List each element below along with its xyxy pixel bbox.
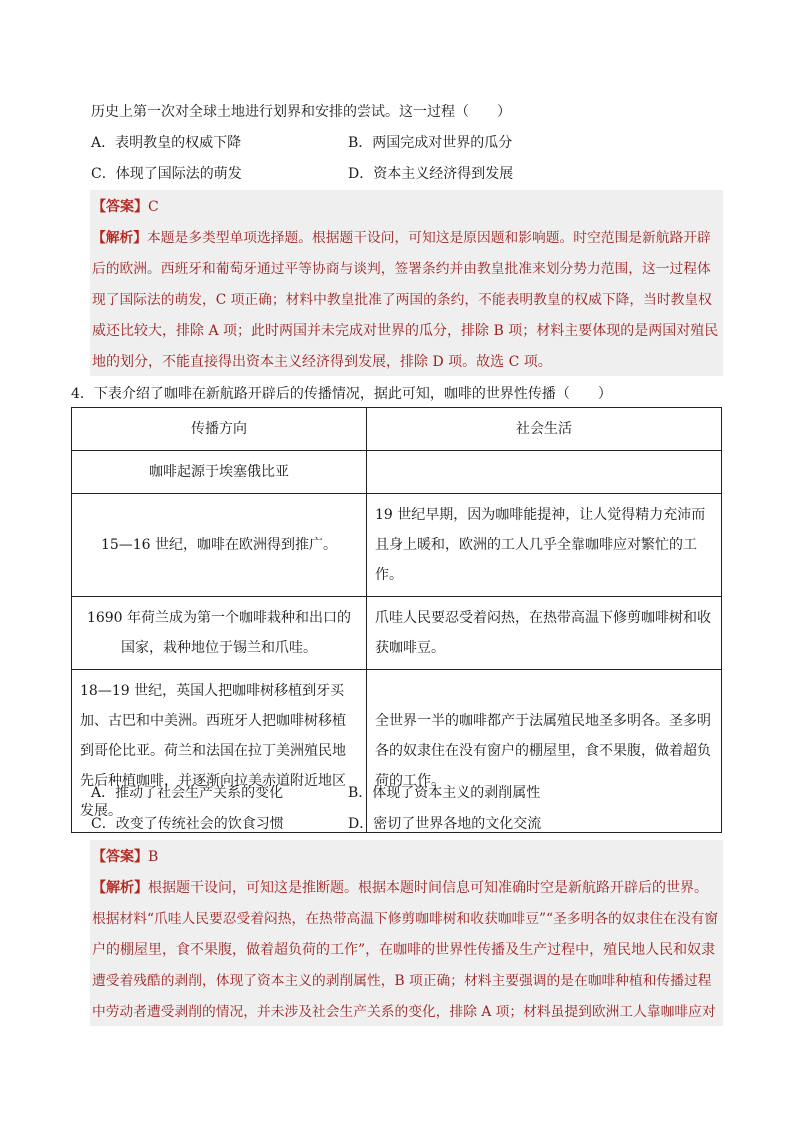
table-header-cell: 社会生活 (367, 408, 722, 451)
q4-analysis-line-4: 遭受着残酷的剥削，体现了资本主义的剥削属性，B 项正确；材料主要强调的是在咖啡种植和传播过程 (92, 973, 712, 989)
q3-analysis-line-3: 现了国际法的萌发，C 项正确；材料中教皇批准了两国的条约，不能表明教皇的权威下降，当时教皇权 (92, 292, 712, 308)
q3-option-a: A．表明教皇的权威下降 (91, 135, 242, 151)
table-cell: 18—19 世纪，英国人把咖啡树移植到牙买加、古巴和中美洲。西班牙人把咖啡树移植到哥伦比亚。荷兰和法国在拉丁美洲殖民地先后种植咖啡，并逐渐向拉美赤道附近地区发展。 (72, 670, 367, 833)
q4-answer-box (90, 840, 723, 1026)
q4-answer-line (92, 848, 158, 866)
q4-analysis-line-1 (92, 879, 708, 897)
q3-analysis-line-4: 威还比较大，排除 A 项；此时两国并未完成对世界的瓜分，排除 B 项；材料主要体现的是两国对殖民 (92, 323, 719, 339)
table-row (72, 451, 722, 494)
q4-option-b: B．体现了资本主义的剥削属性 (348, 785, 541, 801)
q4-analysis-line-5: 中劳动者遭受剥削的情况，并未涉及社会生产关系的变化，排除 A 项；材料虽提到欧洲工人靠咖啡应对 (92, 1004, 716, 1020)
q3-option-d: D．资本主义经济得到发展 (348, 166, 514, 182)
table-header-row (72, 408, 722, 451)
q3-answer-value: C (148, 199, 159, 215)
q4-answer-value: B (148, 849, 159, 865)
q3-answer-line (92, 198, 159, 216)
q4-stem: 4．下表介绍了咖啡在新航路开辟后的传播情况，据此可知，咖啡的世界性传播（ ） (71, 386, 612, 402)
q3-option-b: B．两国完成对世界的瓜分 (348, 135, 513, 151)
q4-option-d: D．密切了世界各地的文化交流 (348, 816, 542, 832)
q4-analysis-line-2: 根据材料“爪哇人民要忍受着闷热，在热带高温下修剪咖啡树和收获咖啡豆”“圣多明各的奴隶住在没有窗 (92, 911, 719, 927)
q4-option-c: C．改变了传统社会的饮食习惯 (91, 816, 284, 832)
q3-answer-box (90, 190, 723, 376)
table-row (72, 494, 722, 597)
table-header-cell: 传播方向 (72, 408, 367, 451)
q3-analysis-text: 本题是多类型单项选择题。根据题干设问，可知这是原因题和影响题。时空范围是新航路开辟 (147, 230, 711, 246)
q4-answer-tag: 【答案】 (92, 849, 148, 865)
table-cell: 咖啡起源于埃塞俄比亚 (72, 451, 367, 494)
table-cell: 全世界一半的咖啡都产于法属殖民地圣多明各。圣多明各的奴隶住在没有窗户的棚屋里，食不果腹，做着超负荷的工作。 (367, 670, 722, 833)
table-cell: 爪哇人民要忍受着闷热，在热带高温下修剪咖啡树和收获咖啡豆。 (367, 597, 722, 670)
table-cell: 1690 年荷兰成为第一个咖啡栽种和出口的国家，栽种地位于锡兰和爪哇。 (72, 597, 367, 670)
q3-analysis-line-5: 地的划分，不能直接得出资本主义经济得到发展，排除 D 项。故选 C 项。 (92, 354, 552, 370)
q3-stem-tail: 历史上第一次对全球土地进行划界和安排的尝试。这一过程（ ） (91, 104, 511, 120)
q3-answer-tag: 【答案】 (92, 199, 148, 215)
table-row (72, 597, 722, 670)
q4-option-a: A．推动了社会生产关系的变化 (91, 785, 284, 801)
q3-analysis-line-2: 后的欧洲。西班牙和葡萄牙通过平等协商与谈判，签署条约并由教皇批准来划分势力范围，这一过程体 (92, 261, 711, 277)
q3-analysis-line-1 (92, 229, 711, 247)
q4-analysis-tag: 【解析】 (92, 880, 148, 896)
table-cell: 19 世纪早期，因为咖啡能提神，让人觉得精力充沛而且身上暖和，欧洲的工人几乎全靠咖啡应对繁忙的工作。 (367, 494, 722, 597)
q4-analysis-line-3: 户的棚屋里，食不果腹，做着超负荷的工作”，在咖啡的世界性传播及生产过程中，殖民地人民和奴隶 (92, 942, 716, 958)
q3-analysis-tag: 【解析】 (92, 230, 148, 246)
table-row (72, 670, 722, 833)
q3-option-c: C．体现了国际法的萌发 (91, 166, 242, 182)
q4-analysis-text: 根据题干设问，可知这是推断题。根据本题时间信息可知准确时空是新航路开辟后的世界。 (148, 880, 708, 896)
table-cell: 15—16 世纪，咖啡在欧洲得到推广。 (72, 494, 367, 597)
table-cell (367, 451, 722, 494)
q4-table (71, 407, 722, 833)
